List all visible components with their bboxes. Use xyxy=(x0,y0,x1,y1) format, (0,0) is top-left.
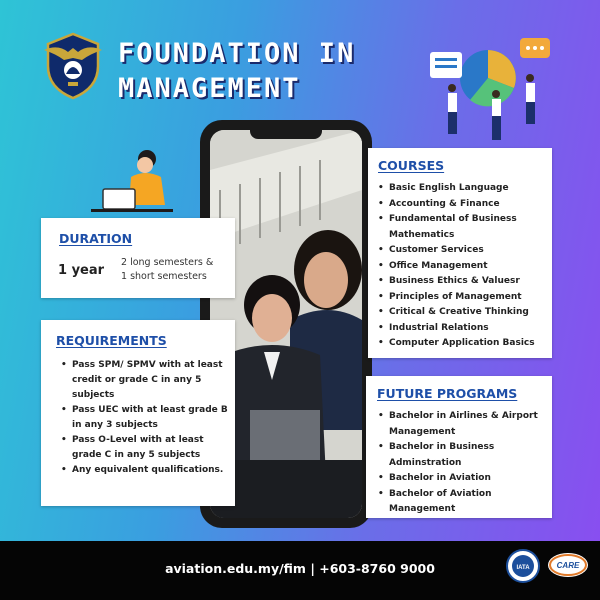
iata-logo xyxy=(506,549,540,583)
phone-notch xyxy=(250,127,322,139)
duration-description xyxy=(121,256,231,284)
list-item: • Any equivalent qualifications. xyxy=(61,463,231,478)
requirements-list xyxy=(61,358,231,478)
requirements-card xyxy=(41,320,235,506)
list-item: • Pass UEC with at least grade B in any 3 subjects xyxy=(61,403,231,433)
duration-desc-line-1: 2 long semesters & xyxy=(121,257,214,268)
duration-card xyxy=(41,218,235,298)
future-programs-list xyxy=(378,409,548,518)
business-team-illustration xyxy=(430,38,556,142)
duration-value: 1 year xyxy=(58,263,105,278)
list-item: • Office Management xyxy=(378,259,550,275)
courses-heading: COURSES xyxy=(378,158,445,173)
list-item: • Accounting & Finance xyxy=(378,197,550,213)
list-item: • Computer Application Basics xyxy=(378,336,550,352)
title-line-2: MANAGEMENT xyxy=(118,73,301,104)
list-item: • Bachelor of Aviation Management xyxy=(378,487,548,518)
list-item: • Bachelor in Airlines & Airport Management xyxy=(378,409,548,440)
list-item: • Critical & Creative Thinking xyxy=(378,305,550,321)
title-line-1: FOUNDATION IN xyxy=(118,38,356,69)
duration-desc-line-2: 1 short semesters xyxy=(121,271,207,282)
list-item: • Bachelor in Aviation xyxy=(378,471,548,487)
list-item: • Pass O-Level with at least grade C in any 5 subjects xyxy=(61,433,231,463)
courses-list xyxy=(378,181,550,352)
future-programs-heading: FUTURE PROGRAMS xyxy=(377,386,518,401)
page-title xyxy=(118,36,355,106)
care-logo xyxy=(548,553,588,577)
future-programs-card xyxy=(366,376,552,518)
student-laptop-illustration xyxy=(85,147,175,215)
list-item: • Fundamental of Business Mathematics xyxy=(378,212,550,243)
list-item: • Business Ethics & Valuesr xyxy=(378,274,550,290)
list-item: • Basic English Language xyxy=(378,181,550,197)
list-item: • Pass SPM/ SPMV with at least credit or grade C in any 5 subjects xyxy=(61,358,231,403)
list-item: • Principles of Management xyxy=(378,290,550,306)
college-crest-logo xyxy=(44,30,102,100)
care-logo-text: CARE xyxy=(556,561,580,570)
requirements-heading: REQUIREMENTS xyxy=(56,333,167,348)
list-item: • Customer Services xyxy=(378,243,550,259)
list-item: • Industrial Relations xyxy=(378,321,550,337)
courses-card xyxy=(368,148,552,358)
duration-heading: DURATION xyxy=(59,231,133,246)
footer-contact[interactable]: aviation.edu.my/fim | +603-8760 9000 xyxy=(165,561,435,576)
iata-logo-text: IATA xyxy=(516,565,530,571)
list-item: • Bachelor in Business Adminstration xyxy=(378,440,548,471)
